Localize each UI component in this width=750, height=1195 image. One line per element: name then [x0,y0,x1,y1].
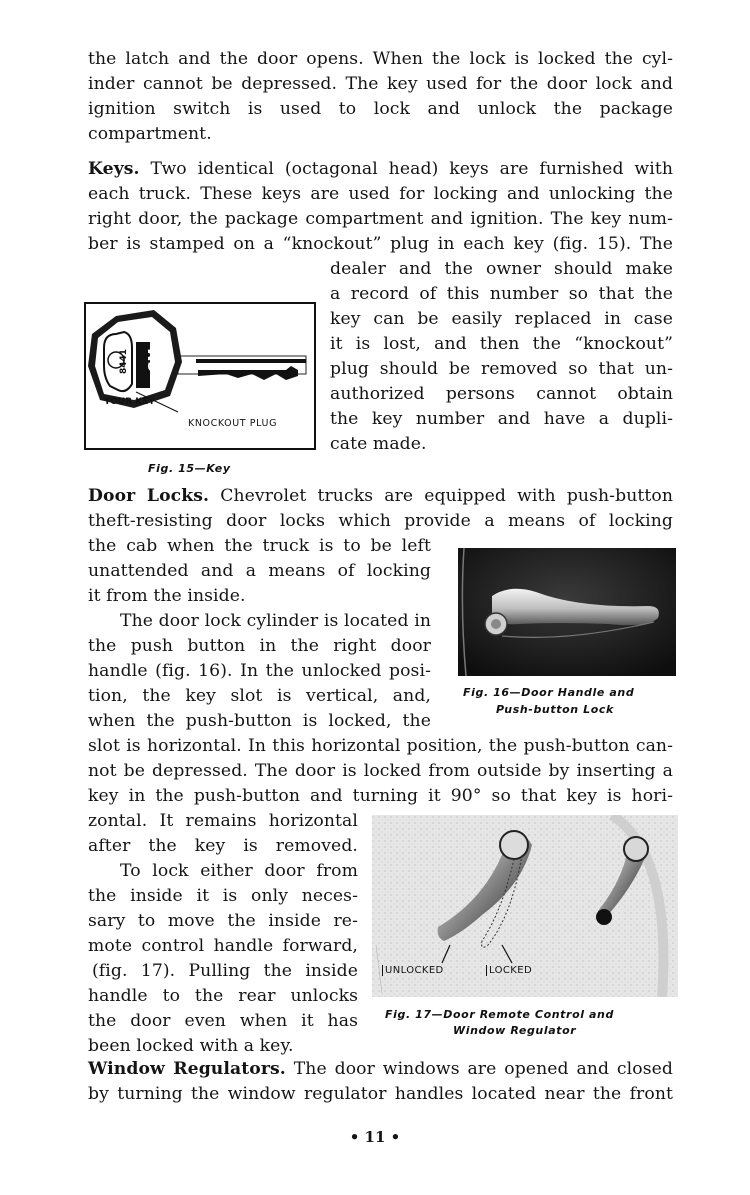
body-text-line: authorized persons cannot obtain [330,384,673,404]
body-text-line: (fig. 17). Pulling the inside [92,961,358,981]
body-text-line: the door even when it has [88,1011,358,1031]
body-text-line: sary to move the inside re- [88,911,358,931]
body-text-line: after the key is removed. [88,836,358,856]
body-text-line: tion, the key slot is vertical, and, [88,686,431,706]
body-text-line: ignition switch is used to lock and unlock the package [88,99,673,119]
svg-text:8441: 8441 [119,348,129,374]
body-text-line: ber is stamped on a “knockout” plug in each key (fig. 15). The [88,234,673,254]
body-text-line: been locked with a key. [88,1036,294,1056]
body-text-line: unattended and a means of locking [88,561,431,581]
window-regulators-heading: Window Regulators. [88,1059,286,1079]
body-text-line: each truck. These keys are used for locking and unlocking the [88,184,673,204]
fig15-caption: Fig. 15—Key [148,462,231,475]
body-text-line: cate made. [330,434,427,454]
body-text-line: inder cannot be depressed. The key used for the door lock and [88,74,673,94]
window-regulators-paragraph-line: Window Regulators. The door windows are opened and closed [88,1059,673,1079]
svg-text:YOUR KEY: YOUR KEY [104,397,155,407]
body-text-line: To lock either door from [120,861,358,881]
body-text-line: it is lost, and then the “knockout” [330,334,673,354]
body-text-line: key can be easily replaced in case [330,309,673,329]
body-text-line: handle to the rear unlocks [88,986,358,1006]
fig17-caption-line2: Window Regulator [453,1024,577,1037]
body-text-line: when the push-button is locked, the [88,711,431,731]
fig17-caption-line1: Fig. 17—Door Remote Control and [385,1008,614,1021]
keys-heading: Keys. [88,159,140,179]
body-text-line: dealer and the owner should make [330,259,673,279]
knockout-plug-label: KNOCKOUT PLUG [188,418,278,429]
unlocked-label: UNLOCKED [382,965,444,976]
door-locks-paragraph-line: Door Locks. Chevrolet trucks are equipped with push-button [88,486,673,506]
body-text-line: the cab when the truck is to be left [88,536,431,556]
body-text-line: handle (fig. 16). In the unlocked posi- [88,661,431,681]
body-text-line: compartment. [88,124,212,144]
body-text-line: The door lock cylinder is located in [120,611,431,631]
body-text-line: zontal. It remains horizontal [88,811,358,831]
body-text-line: theft-resisting door locks which provide a means of locking [88,511,673,531]
body-text-line: the latch and the door opens. When the lock is locked the cyl- [88,49,673,69]
body-text-line: the push button in the right door [88,636,431,656]
body-text-line: right door, the package compartment and ignition. The key num- [88,209,673,229]
fig17-remote-control-photo [372,815,678,997]
body-text-line: not be depressed. The door is locked from outside by inserting a [88,761,673,781]
fig16-door-handle-photo [458,548,676,676]
door-handle-icon [458,548,676,676]
fig16-caption-line2: Push-button Lock [496,703,614,716]
fig16-caption-line1: Fig. 16—Door Handle and [463,686,635,699]
body-text-line: the key number and have a dupli- [330,409,673,429]
body-text-line: by turning the window regulator handles located near the front [88,1084,673,1104]
body-text-line: slot is horizontal. In this horizontal position, the push-button can- [88,736,673,756]
fig15-key-illustration [84,302,316,450]
body-text-line: the inside it is only neces- [88,886,358,906]
page-number: • 11 • [349,1128,401,1146]
locked-label: LOCKED [486,965,532,976]
body-text-line: mote control handle forward, [88,936,358,956]
keys-paragraph-line: Keys. Two identical (octagonal head) keys are furnished with [88,159,673,179]
body-text-line: key in the push-button and turning it 90° so that key is hori- [88,786,673,806]
door-locks-heading: Door Locks. [88,486,210,506]
body-text-line: a record of this number so that the [330,284,673,304]
body-text-line: plug should be removed so that un- [330,359,673,379]
body-text-line: it from the inside. [88,586,246,606]
svg-text:GM: GM [147,348,162,372]
